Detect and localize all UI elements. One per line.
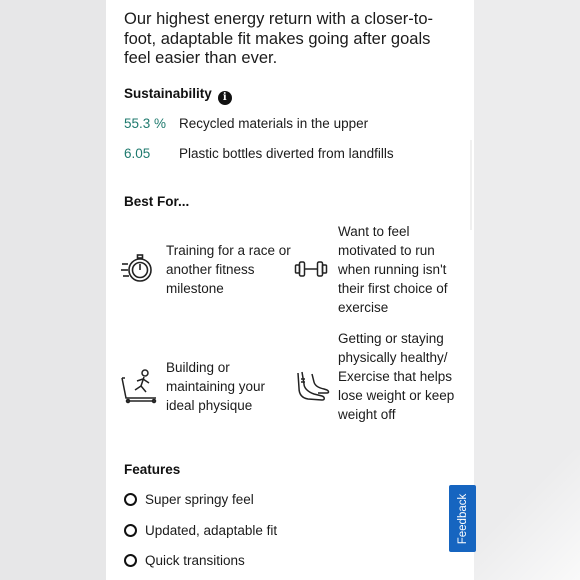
feature-item (124, 553, 245, 568)
stat-value: 6.05 (124, 146, 151, 161)
sustainability-stat (124, 116, 368, 131)
best-for-item-text: Training for a race or another fitness milestone (166, 243, 291, 296)
best-for-item-text: Getting or staying physically healthy/ Exercise that helps lose weight or keep weight off (338, 331, 455, 422)
best-for-item-text: Want to feel motivated to run when running isn't their first choice of exercise (338, 224, 448, 315)
left-background (0, 0, 106, 580)
sustainability-stat (124, 146, 394, 161)
shoes-icon (294, 370, 330, 404)
feature-item (124, 523, 277, 538)
feature-label: Super springy feel (145, 492, 254, 507)
stat-value: 55.3 % (124, 116, 167, 131)
treadmill-runner-icon (120, 368, 158, 404)
best-for-item-text: Building or maintaining your ideal physique (166, 360, 266, 413)
feature-item (124, 492, 254, 507)
stat-label: Plastic bottles diverted from landfills (179, 146, 394, 161)
info-icon[interactable]: i (218, 91, 232, 105)
circle-bullet-icon (124, 524, 137, 537)
feedback-label: Feedback (456, 493, 469, 544)
product-description: Our highest energy return with a closer-to-foot, adaptable fit makes going after goals feel easier than ever. (124, 10, 434, 67)
stat-label: Recycled materials in the upper (179, 116, 369, 131)
dumbbell-icon (294, 259, 328, 279)
circle-bullet-icon (124, 554, 137, 567)
circle-bullet-icon (124, 493, 137, 506)
product-details-panel (106, 0, 474, 580)
feature-label: Quick transitions (145, 553, 245, 568)
feature-label: Updated, adaptable fit (145, 523, 278, 538)
features-heading: Features (124, 462, 181, 477)
best-for-heading: Best For... (124, 194, 190, 209)
right-background (474, 0, 580, 580)
feedback-button[interactable] (449, 485, 476, 552)
sustainability-heading (124, 86, 232, 105)
scrollbar[interactable] (470, 140, 472, 230)
stopwatch-icon (120, 250, 156, 286)
sustainability-title: Sustainability (124, 86, 212, 101)
